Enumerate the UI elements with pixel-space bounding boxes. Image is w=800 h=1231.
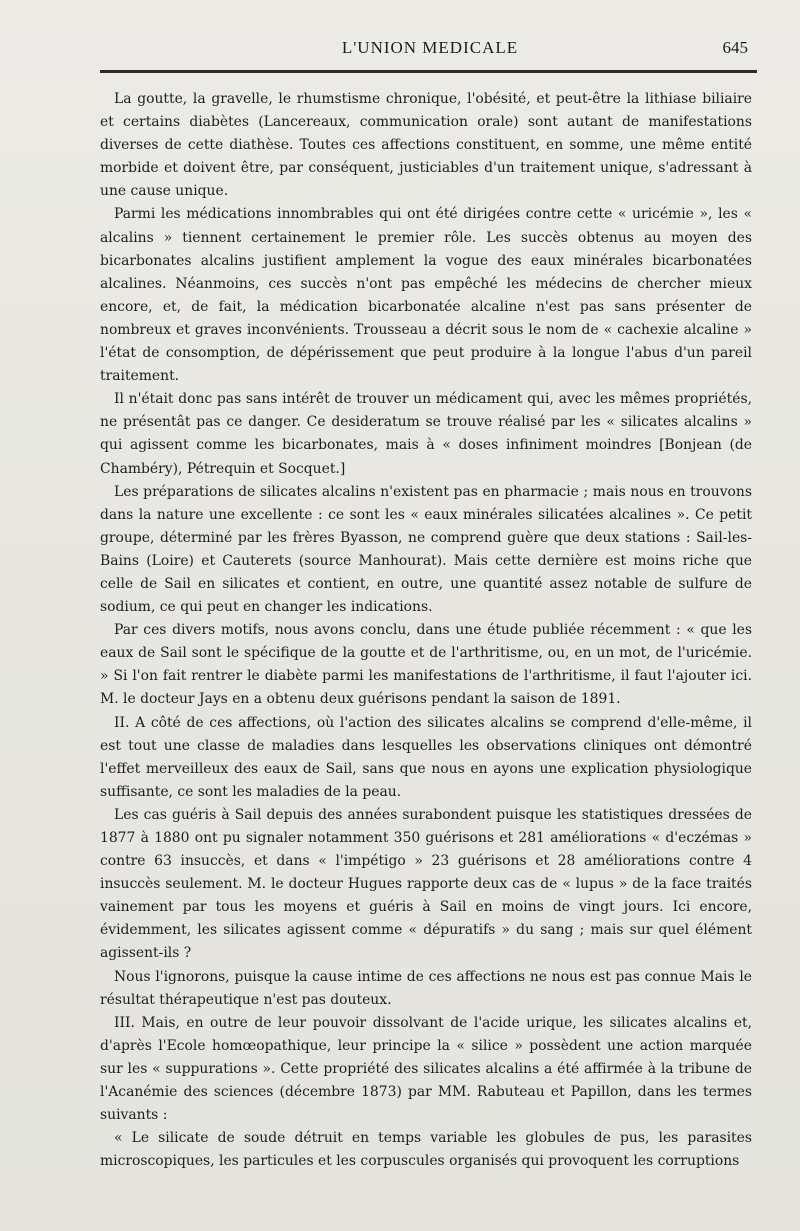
- paragraph-sail-waters: Par ces divers motifs, nous avons conclu, dans une étude publiée récemment : « que les eaux de Sail sont le spécifique de la goutte et de l'arthritisme, ou, en un mot, de l'uricémie. » Si l'on fait rentrer le diabète parmi les manifestations de l'arthritisme, il faut l'ajouter ici. M. le docteur Jays en a obtenu deux guérisons pendant la saison de 1891.: [100, 622, 752, 708]
- running-title: L'UNION MEDICALE: [341, 38, 519, 57]
- header-rule: [100, 70, 757, 73]
- paragraph-alkaline-medications: Parmi les médications innombrables qui ont été dirigées contre cette « uricémie », les « alcalins » tiennent certainement le premier rôle. Les succès obtenus au moyen des bicarbonates alcalins justifient amplement la vogue des eaux minérales bicarbonatées alcalines. Néanmoins, ces succès n'ont pas empêché les médecins de chercher mieux encore, et, de fait, la médication bicarbonatée alcaline n'est pas sans présenter de nombreux et graves inconvénients. Trousseau a décrit sous le nom de « cachexie alcaline » l'état de consomption, de dépérissement que peut produire à la longue l'abus d'un pareil traitement.: [100, 206, 752, 385]
- page-number: 645: [722, 38, 748, 57]
- paragraph-gout-diathesis: La goutte, la gravelle, le rhumstisme chronique, l'obésité, et peut-être la lithiase biliaire et certains diabètes (Lancereaux, communication orale) sont autant de manifestations diverses de cette diathèse. Toutes ces affections constituent, en somme, une même entité morbide et doivent être, par conséquent, justiciables d'un traitement unique, s'adressant à une cause unique.: [100, 91, 752, 200]
- paragraph-silicates-intro: Il n'était donc pas sans intérêt de trouver un médicament qui, avec les mêmes propriétés, ne présentât pas ce danger. Ce desideratum se trouve réalisé par les « silicates alcalins » qui agissent comme les bicarbonates, mais à « doses infiniment moindres [Bonjean (de Chambéry), Pétrequin et Socquet.]: [100, 391, 752, 477]
- paragraph-quote: « Le silicate de soude détruit en temps variable les globules de pus, les parasites microscopiques, les particules et les corpuscules organisés qui provoquent les corruptions: [100, 1130, 752, 1170]
- paragraph-skin-diseases: II. A côté de ces affections, où l'action des silicates alcalins se comprend d'elle-même, il est tout une classe de maladies dans lesquelles les observations cliniques ont démontré l'effet merveilleux des eaux de Sail, sans que nous en ayons une explication physiologique suffisante, ce sont les maladies de la peau.: [100, 714, 752, 800]
- paragraph-cured-cases: Les cas guéris à Sail depuis des années surabondent puisque les statistiques dressées de 1877 à 1880 ont pu signaler notamment 350 guérisons et 281 améliorations « d'eczémas » contre 63 insuccès, et dans « l'impétigo » 23 guérisons et 28 améliorations contre 4 insuccès seulement. M. le docteur Hugues rapporte deux cas de « lupus » de la face traités vainement par tous les moyens et guéris à Sail en moins de vingt jours. Ici encore, évidemment, les silicates agissent comme « dépuratifs » du sang ; mais sur quel élément agissent-ils ?: [100, 806, 752, 962]
- article-body: [100, 88, 752, 1173]
- page-header: [100, 38, 760, 62]
- paragraph-silicate-preparations: Les préparations de silicates alcalins n'existent pas en pharmacie ; mais nous en trouvons dans la nature une excellente : ce sont les « eaux minérales silicatées alcalines ». Ce petit groupe, déterminé par les frères Byasson, ne comprend guère que deux stations : Sail-les-Bains (Loire) et Cauterets (source Manhourat). Mais cette dernière est moins riche que celle de Sail en silicates et contient, en outre, une quantité assez notable de sulfure de sodium, ce qui peut en changer les indications.: [100, 483, 752, 616]
- paragraph-suppurations: III. Mais, en outre de leur pouvoir dissolvant de l'acide urique, les silicates alcalins et, d'après l'Ecole homœopathique, leur principe la « silice » possèdent une action marquée sur les « suppurations ». Cette propriété des silicates alcalins a été affirmée à la tribune de l'Acanémie des sciences (décembre 1873) par MM. Rabuteau et Papillon, dans les termes suivants :: [100, 1014, 752, 1124]
- paragraph-unknown-cause: Nous l'ignorons, puisque la cause intime de ces affections ne nous est pas connue Mais le résultat thérapeutique n'est pas douteux.: [100, 968, 752, 1008]
